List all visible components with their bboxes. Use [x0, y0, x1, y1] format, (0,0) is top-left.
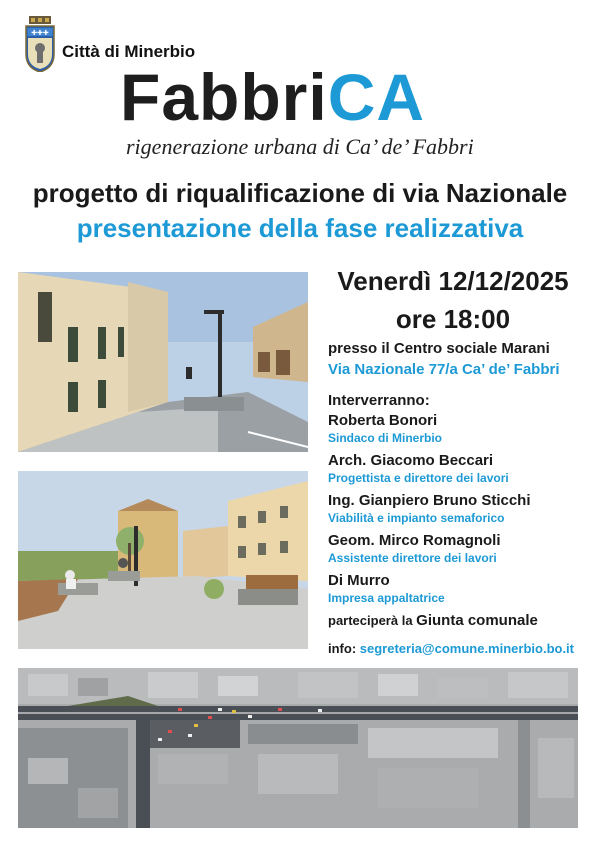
speakers-intro: Interverranno:	[328, 392, 430, 409]
event-address: Via Nazionale 77/a Ca’ de’ Fabbri	[328, 361, 560, 378]
city-crest-icon	[24, 16, 56, 72]
city-name: Città di Minerbio	[62, 42, 196, 61]
speaker-item	[328, 571, 588, 606]
speaker-name: Geom. Mirco Romagnoli	[328, 532, 501, 549]
event-venue: presso il Centro sociale Marani	[328, 340, 550, 357]
speaker-name: Di Murro	[328, 572, 390, 589]
brand-part-1: Fabbri	[120, 60, 328, 134]
event-time: ore 18:00	[395, 304, 511, 334]
event-date: Venerdì 12/12/2025	[337, 266, 569, 296]
speaker-item	[328, 491, 588, 526]
speaker-role: Progettista e direttore dei lavori	[328, 471, 509, 485]
speaker-role: Impresa appaltatrice	[328, 591, 445, 605]
rendering-street-image	[18, 272, 308, 452]
speaker-item	[328, 451, 588, 486]
council-note	[328, 612, 538, 629]
speaker-role: Sindaco di Minerbio	[328, 431, 443, 445]
email-link[interactable]: segreteria@comune.minerbio.bo.it	[359, 641, 575, 656]
brand-part-2: CA	[327, 60, 426, 134]
contact-info	[328, 641, 574, 656]
speaker-item	[328, 411, 588, 446]
speaker-name: Ing. Gianpiero Bruno Sticchi	[328, 492, 531, 509]
tagline: rigenerazione urbana di Ca’ de’ Fabbri	[126, 134, 474, 159]
speakers-list	[328, 392, 588, 611]
council-name: Giunta comunale	[416, 612, 538, 629]
main-title: progetto di riqualificazione di via Nazionale	[32, 178, 568, 208]
project-brand	[120, 60, 426, 134]
svg-text:✚✚✚: ✚✚✚	[31, 29, 49, 37]
rendering-square-image	[18, 471, 308, 649]
speaker-role: Assistente direttore dei lavori	[328, 551, 497, 565]
speaker-name: Arch. Giacomo Beccari	[328, 452, 494, 469]
sub-title: presentazione della fase realizzativa	[76, 213, 524, 243]
info-label: info:	[328, 641, 357, 656]
speaker-name: Roberta Bonori	[328, 412, 438, 429]
aerial-map-image	[18, 668, 578, 828]
speaker-role: Viabilità e impianto semaforico	[328, 511, 505, 525]
speaker-item	[328, 531, 588, 566]
council-prefix: parteciperà la	[328, 613, 413, 628]
